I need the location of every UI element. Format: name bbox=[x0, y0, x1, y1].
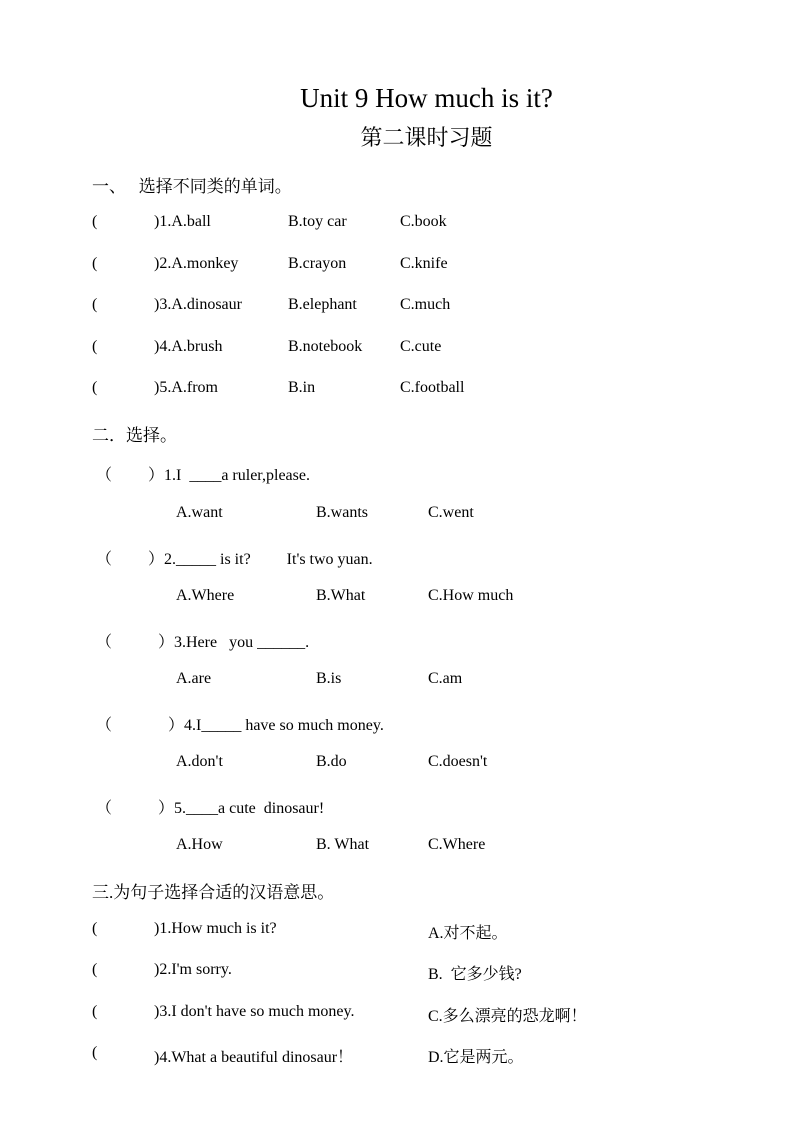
answer-paren: ( bbox=[92, 379, 98, 396]
answer-paren: ( bbox=[92, 920, 98, 937]
english-sentence: )4.What a beautiful dinosaur！ bbox=[154, 1049, 354, 1066]
option-a: )1.A.ball bbox=[154, 213, 211, 230]
option-c: C.went bbox=[428, 504, 474, 521]
english-sentence: )1.How much is it? bbox=[154, 920, 277, 937]
option-a: A.are bbox=[176, 670, 212, 687]
answer-paren: ( bbox=[92, 213, 98, 230]
question-text: ）2._____ is it? It's two yuan. bbox=[148, 551, 373, 568]
answer-paren: ( bbox=[92, 1044, 98, 1061]
english-sentence: )2.I'm sorry. bbox=[154, 961, 232, 978]
worksheet-subtitle: 第二课时习题 bbox=[360, 125, 493, 150]
answer-paren: ( bbox=[92, 338, 98, 355]
answer-paren: （ bbox=[96, 467, 113, 484]
option-b: B.in bbox=[288, 379, 316, 396]
chinese-meaning: A.对不起。 bbox=[428, 925, 508, 942]
option-b: B.is bbox=[316, 670, 342, 687]
answer-paren: （ bbox=[96, 717, 113, 734]
option-a: )5.A.from bbox=[154, 379, 218, 396]
option-c: C.Where bbox=[428, 836, 486, 853]
option-a: )4.A.brush bbox=[154, 338, 223, 355]
section-1-heading: 一、 选择不同类的单词。 bbox=[92, 177, 292, 196]
option-a: A.Where bbox=[176, 587, 235, 604]
option-b: B.do bbox=[316, 753, 347, 770]
option-a: A.don't bbox=[176, 753, 223, 770]
chinese-meaning: B. 它多少钱? bbox=[428, 966, 522, 983]
option-c: C.knife bbox=[400, 255, 448, 272]
option-b: B.toy car bbox=[288, 213, 347, 230]
option-a: A.How bbox=[176, 836, 223, 853]
option-a: )3.A.dinosaur bbox=[154, 296, 242, 313]
answer-paren: （ bbox=[96, 551, 113, 568]
option-a: A.want bbox=[176, 504, 223, 521]
option-c: C.football bbox=[400, 379, 465, 396]
option-b: B.What bbox=[316, 587, 366, 604]
option-c: C.cute bbox=[400, 338, 442, 355]
question-text: ）5.____a cute dinosaur! bbox=[158, 800, 325, 817]
question-text: ）1.I ____a ruler,please. bbox=[148, 467, 310, 484]
answer-paren: ( bbox=[92, 1003, 98, 1020]
option-b: B.crayon bbox=[288, 255, 347, 272]
answer-paren: ( bbox=[92, 255, 98, 272]
chinese-meaning: C.多么漂亮的恐龙啊！ bbox=[428, 1008, 587, 1025]
option-b: B. What bbox=[316, 836, 370, 853]
option-c: C.doesn't bbox=[428, 753, 488, 770]
option-c: C.much bbox=[400, 296, 451, 313]
option-c: C.How much bbox=[428, 587, 514, 604]
answer-paren: ( bbox=[92, 961, 98, 978]
answer-paren: （ bbox=[96, 800, 113, 817]
question-text: ）3.Here you ______. bbox=[158, 634, 310, 651]
option-b: B.notebook bbox=[288, 338, 363, 355]
option-c: C.book bbox=[400, 213, 447, 230]
option-c: C.am bbox=[428, 670, 463, 687]
chinese-meaning: D.它是两元。 bbox=[428, 1049, 524, 1066]
option-b: B.wants bbox=[316, 504, 368, 521]
answer-paren: （ bbox=[96, 634, 113, 651]
section-3-heading: 三.为句子选择合适的汉语意思。 bbox=[92, 883, 335, 902]
section-2-heading: 二．选择。 bbox=[92, 426, 177, 445]
option-b: B.elephant bbox=[288, 296, 357, 313]
english-sentence: )3.I don't have so much money. bbox=[154, 1003, 355, 1020]
option-a: )2.A.monkey bbox=[154, 255, 239, 272]
answer-paren: ( bbox=[92, 296, 98, 313]
worksheet-title: Unit 9 How much is it? bbox=[300, 83, 553, 113]
question-text: ）4.I_____ have so much money. bbox=[168, 717, 384, 734]
